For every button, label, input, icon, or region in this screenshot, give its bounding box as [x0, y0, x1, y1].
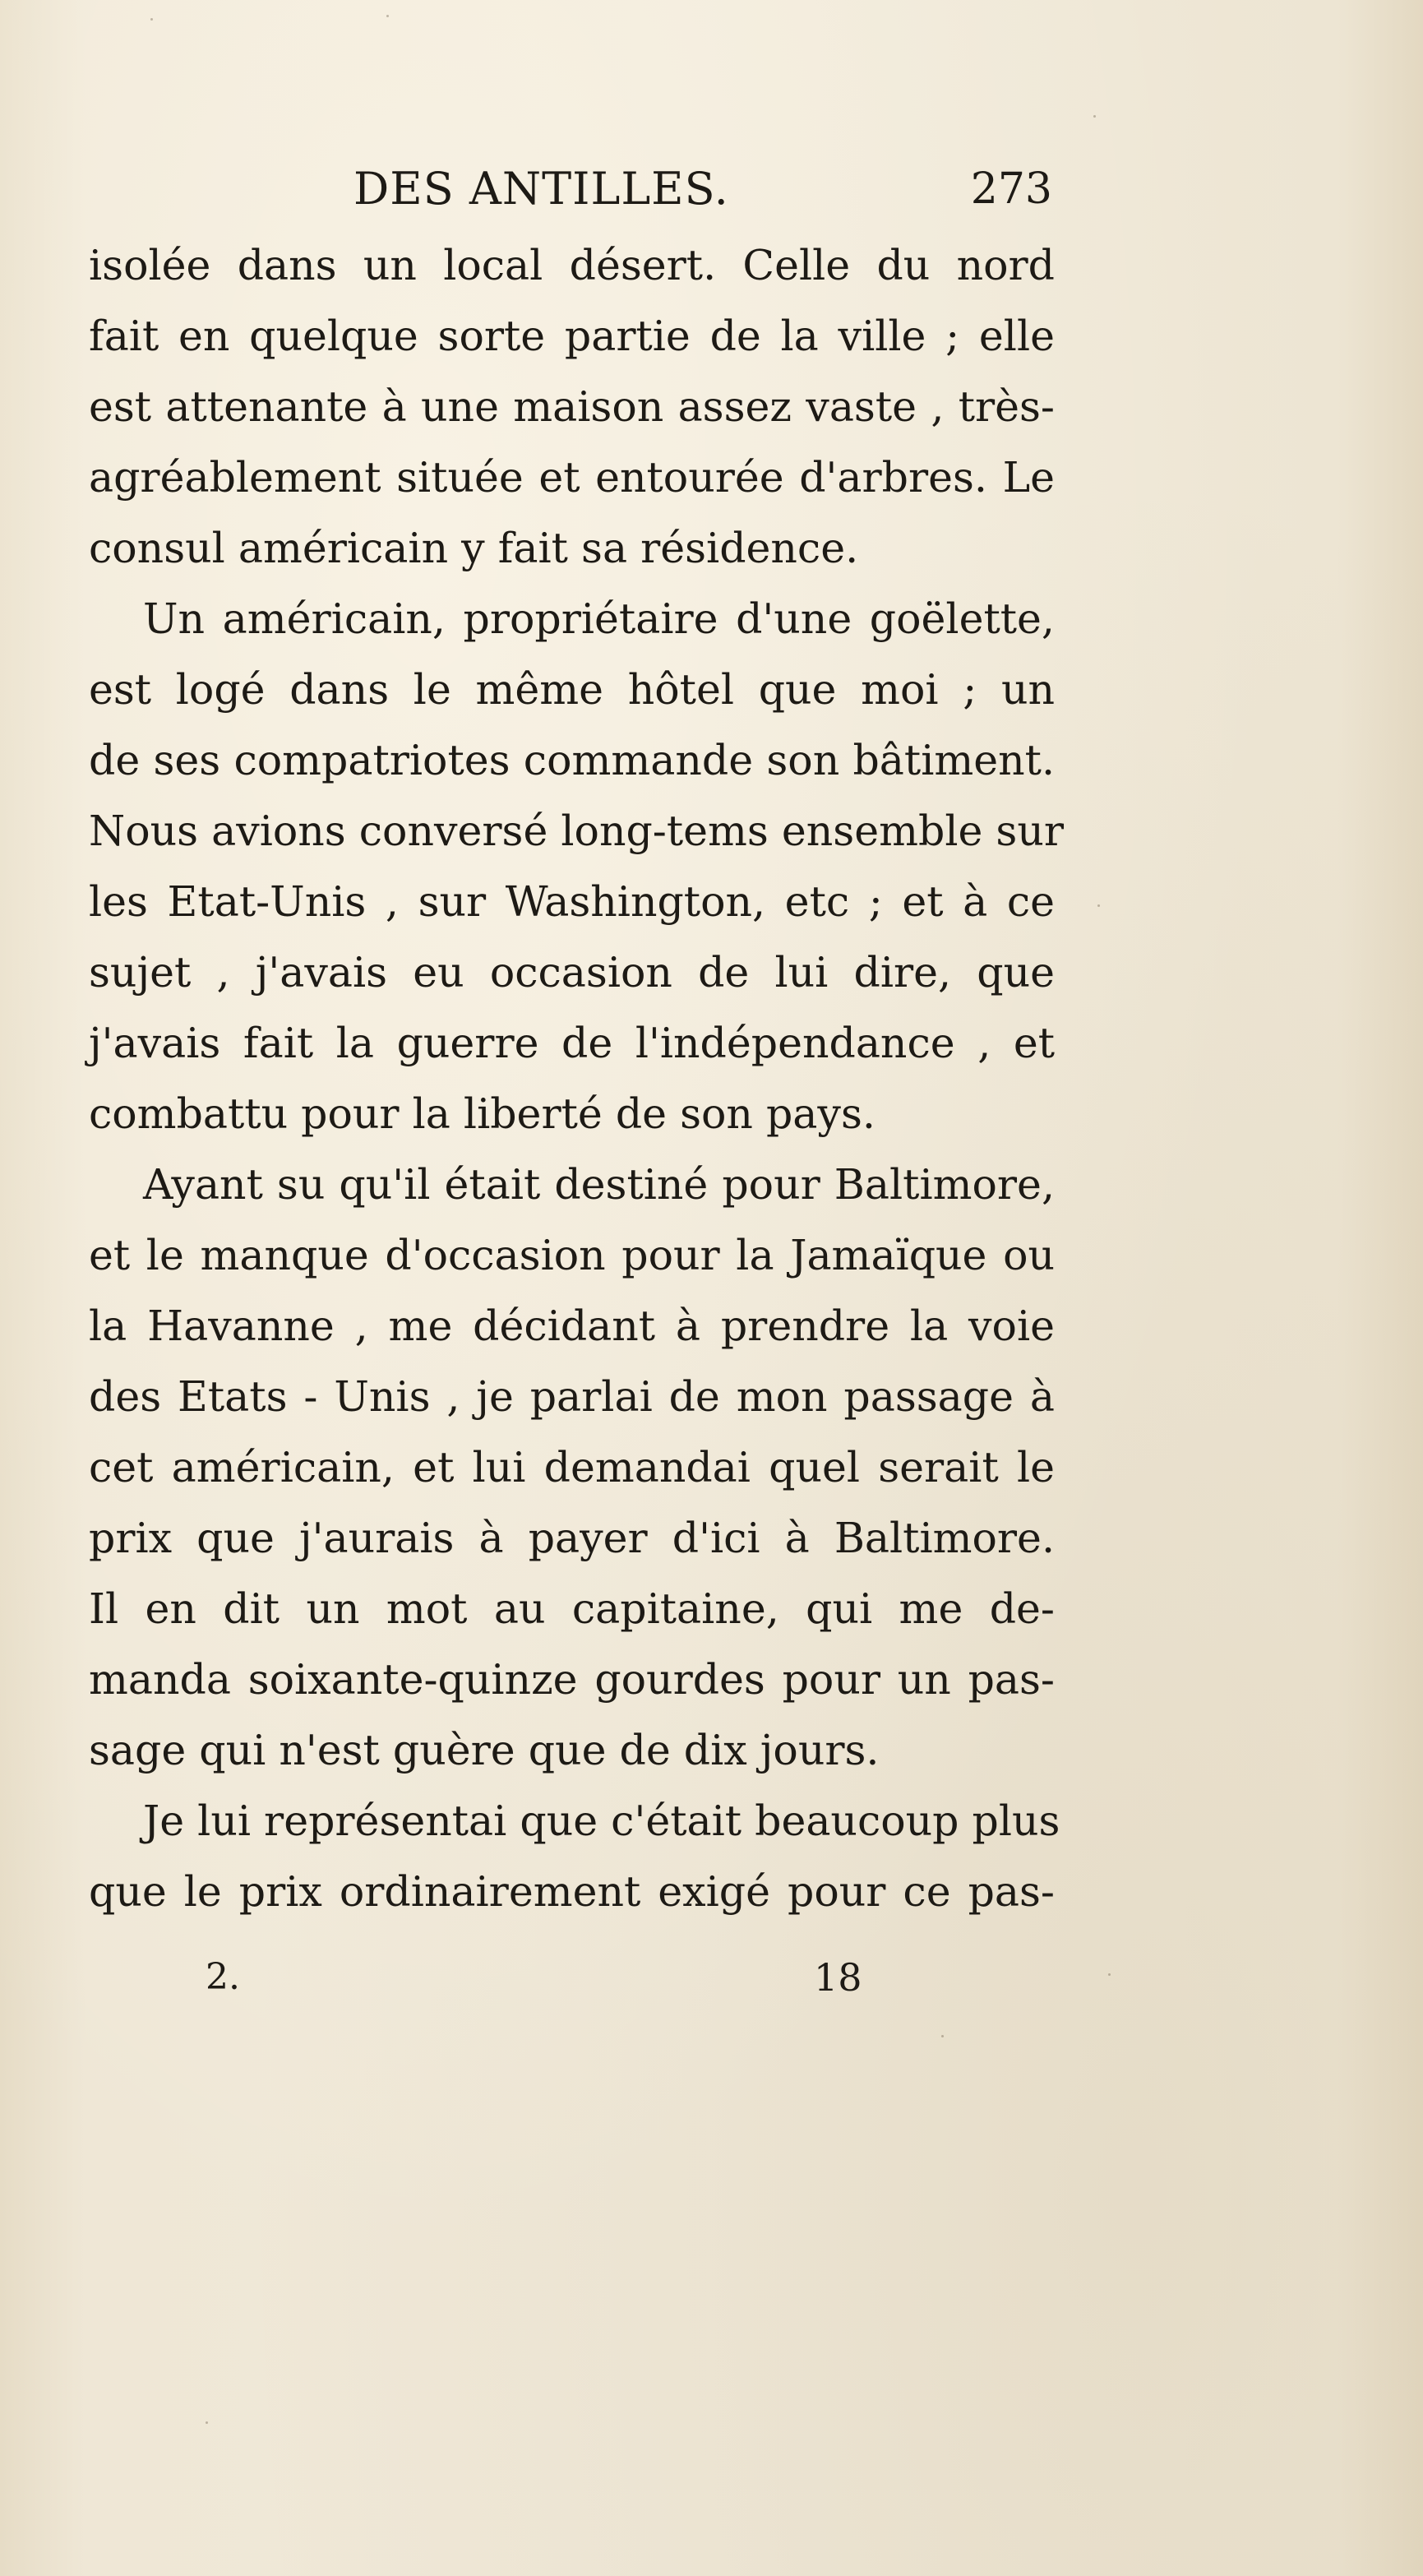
text-line: la Havanne , me décidant à prendre la voie [89, 1302, 1055, 1350]
text-line: sage qui n'est guère que de dix jours. [89, 1726, 880, 1774]
text-line: prix que j'aurais à payer d'ici à Baltimore. [89, 1514, 1055, 1562]
text-line: j'avais fait la guerre de l'indépendance , et [89, 1019, 1055, 1067]
text-line: sujet , j'avais eu occasion de lui dire, que [89, 948, 1055, 997]
text-line: isolée dans un local désert. Celle du nord [89, 241, 1055, 289]
text-line: est attenante à une maison assez vaste , très- [89, 382, 1055, 431]
page-footer [90, 1949, 1052, 2006]
paragraph-first-line: Je lui représentai que c'était beaucoup plus [143, 1797, 1060, 1845]
text-line: manda soixante-quinze gourdes pour un pas- [89, 1655, 1055, 1704]
text-line: des Etats - Unis , je parlai de mon passage à [89, 1372, 1055, 1421]
sheet-number: 18 [814, 1955, 862, 2000]
paper-speck [1093, 115, 1096, 118]
signature-mark: 2. [206, 1956, 240, 1998]
text-line: les Etat-Unis , sur Washington, etc ; et à ce [89, 877, 1055, 926]
text-line: et le manque d'occasion pour la Jamaïque ou [89, 1231, 1055, 1279]
page-header [90, 156, 1052, 222]
paragraph-first-line: Un américain, propriétaire d'une goëlette, [143, 594, 1055, 643]
text-line: combattu pour la liberté de son pays. [89, 1089, 876, 1138]
paper-speck [150, 18, 153, 21]
text-line: cet américain, et lui demandai quel serait le [89, 1443, 1055, 1491]
paper-speck [1097, 904, 1100, 907]
text-line: fait en quelque sorte partie de la ville ; elle [89, 312, 1055, 360]
paper-speck [1108, 1973, 1111, 1976]
text-line: de ses compatriotes commande son bâtiment. [89, 736, 1055, 784]
paper-speck [941, 2035, 944, 2037]
text-line: Nous avions conversé long-tems ensemble sur [89, 807, 1064, 855]
text-line: que le prix ordinairement exigé pour ce pas- [89, 1867, 1055, 1916]
paper-speck [206, 2421, 208, 2424]
page-number: 273 [970, 164, 1052, 214]
text-line: Il en dit un mot au capitaine, qui me de- [89, 1584, 1055, 1633]
text-line: consul américain y fait sa résidence. [89, 524, 859, 572]
paragraph-first-line: Ayant su qu'il était destiné pour Baltimore, [143, 1160, 1055, 1209]
body-text [89, 230, 1064, 1927]
running-title: DES ANTILLES. [353, 163, 729, 215]
text-line: agréablement située et entourée d'arbres. Le [89, 453, 1055, 502]
text-line: est logé dans le même hôtel que moi ; un [89, 665, 1055, 714]
paper-speck [386, 15, 389, 17]
